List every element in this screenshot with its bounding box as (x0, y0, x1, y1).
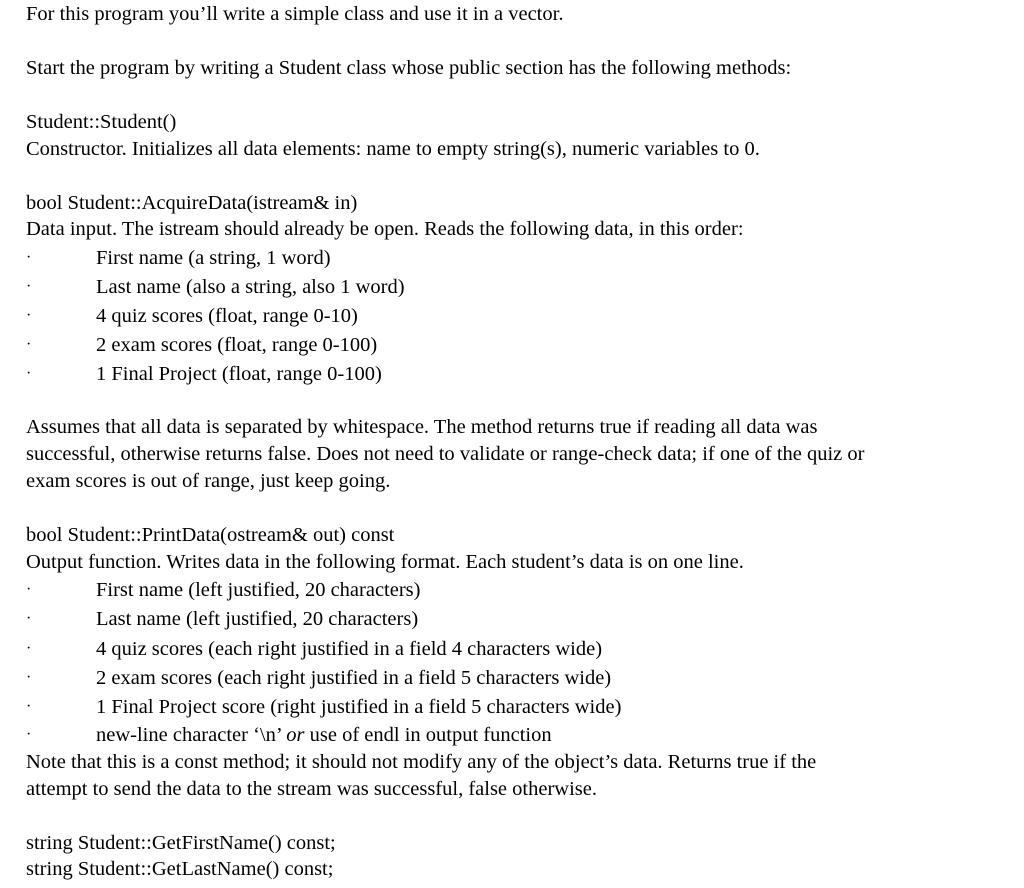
print-item-first-name: First name (left justified, 20 characters) (96, 579, 421, 601)
acquire-item-exam-scores: 2 exam scores (float, range 0-100) (96, 334, 378, 356)
print-item-last-name: Last name (left justified, 20 characters) (96, 608, 419, 630)
bullet-icon: · (26, 307, 32, 324)
print-description: Output function. Writes data in the following format. Each student’s data is on one line. (26, 551, 744, 573)
acquire-note-line: exam scores is out of range, just keep going. (26, 470, 391, 492)
print-item-exam-scores: 2 exam scores (each right justified in a field 5 characters wide) (96, 667, 612, 689)
bullet-icon: · (26, 669, 32, 686)
print-item-quiz-scores: 4 quiz scores (each right justified in a field 4 characters wide) (96, 638, 603, 660)
print-note-line: attempt to send the data to the stream was successful, false otherwise. (26, 778, 597, 800)
acquire-item-first-name: First name (a string, 1 word) (96, 247, 331, 269)
bullet-icon: · (26, 640, 32, 657)
bullet-icon: · (26, 698, 32, 715)
print-item-final-project: 1 Final Project score (right justified in a field 5 characters wide) (96, 696, 622, 718)
bullet-icon: · (26, 249, 32, 266)
acquire-description: Data input. The istream should already be open. Reads the following data, in this order: (26, 218, 744, 240)
bullet-icon: · (26, 278, 32, 295)
acquire-item-final-project: 1 Final Project (float, range 0-100) (96, 363, 382, 385)
print-item-newline (96, 723, 552, 747)
print-note-line: Note that this is a const method; it should not modify any of the object’s data. Returns true if the (26, 751, 817, 773)
acquire-item-quiz-scores: 4 quiz scores (float, range 0-10) (96, 305, 358, 327)
bullet-icon: · (26, 726, 32, 743)
constructor-signature: Student::Student() (26, 111, 177, 133)
acquire-item-last-name: Last name (also a string, also 1 word) (96, 276, 405, 298)
acquire-note-line: Assumes that all data is separated by whitespace. The method returns true if reading all data was (26, 416, 818, 438)
start-paragraph: Start the program by writing a Student class whose public section has the following methods: (26, 57, 792, 79)
bullet-icon: · (26, 336, 32, 353)
intro-paragraph: For this program you’ll write a simple class and use it in a vector. (26, 3, 564, 25)
newline-text-post: use of endl in output function (304, 724, 552, 746)
bullet-icon: · (26, 581, 32, 598)
bullet-icon: · (26, 610, 32, 627)
bullet-icon: · (26, 365, 32, 382)
acquire-signature: bool Student::AcquireData(istream& in) (26, 192, 358, 214)
newline-text-pre: new-line character ‘\n’ (96, 724, 287, 746)
constructor-description: Constructor. Initializes all data elements: name to empty string(s), numeric variables to 0. (26, 138, 760, 160)
acquire-note-line: successful, otherwise returns false. Does not need to validate or range-check data; if one of the quiz or (26, 443, 865, 465)
getter-first-name: string Student::GetFirstName() const; (26, 832, 336, 854)
newline-text-or: or (286, 724, 305, 746)
getter-last-name: string Student::GetLastName() const; (26, 858, 334, 880)
print-signature: bool Student::PrintData(ostream& out) const (26, 524, 395, 546)
